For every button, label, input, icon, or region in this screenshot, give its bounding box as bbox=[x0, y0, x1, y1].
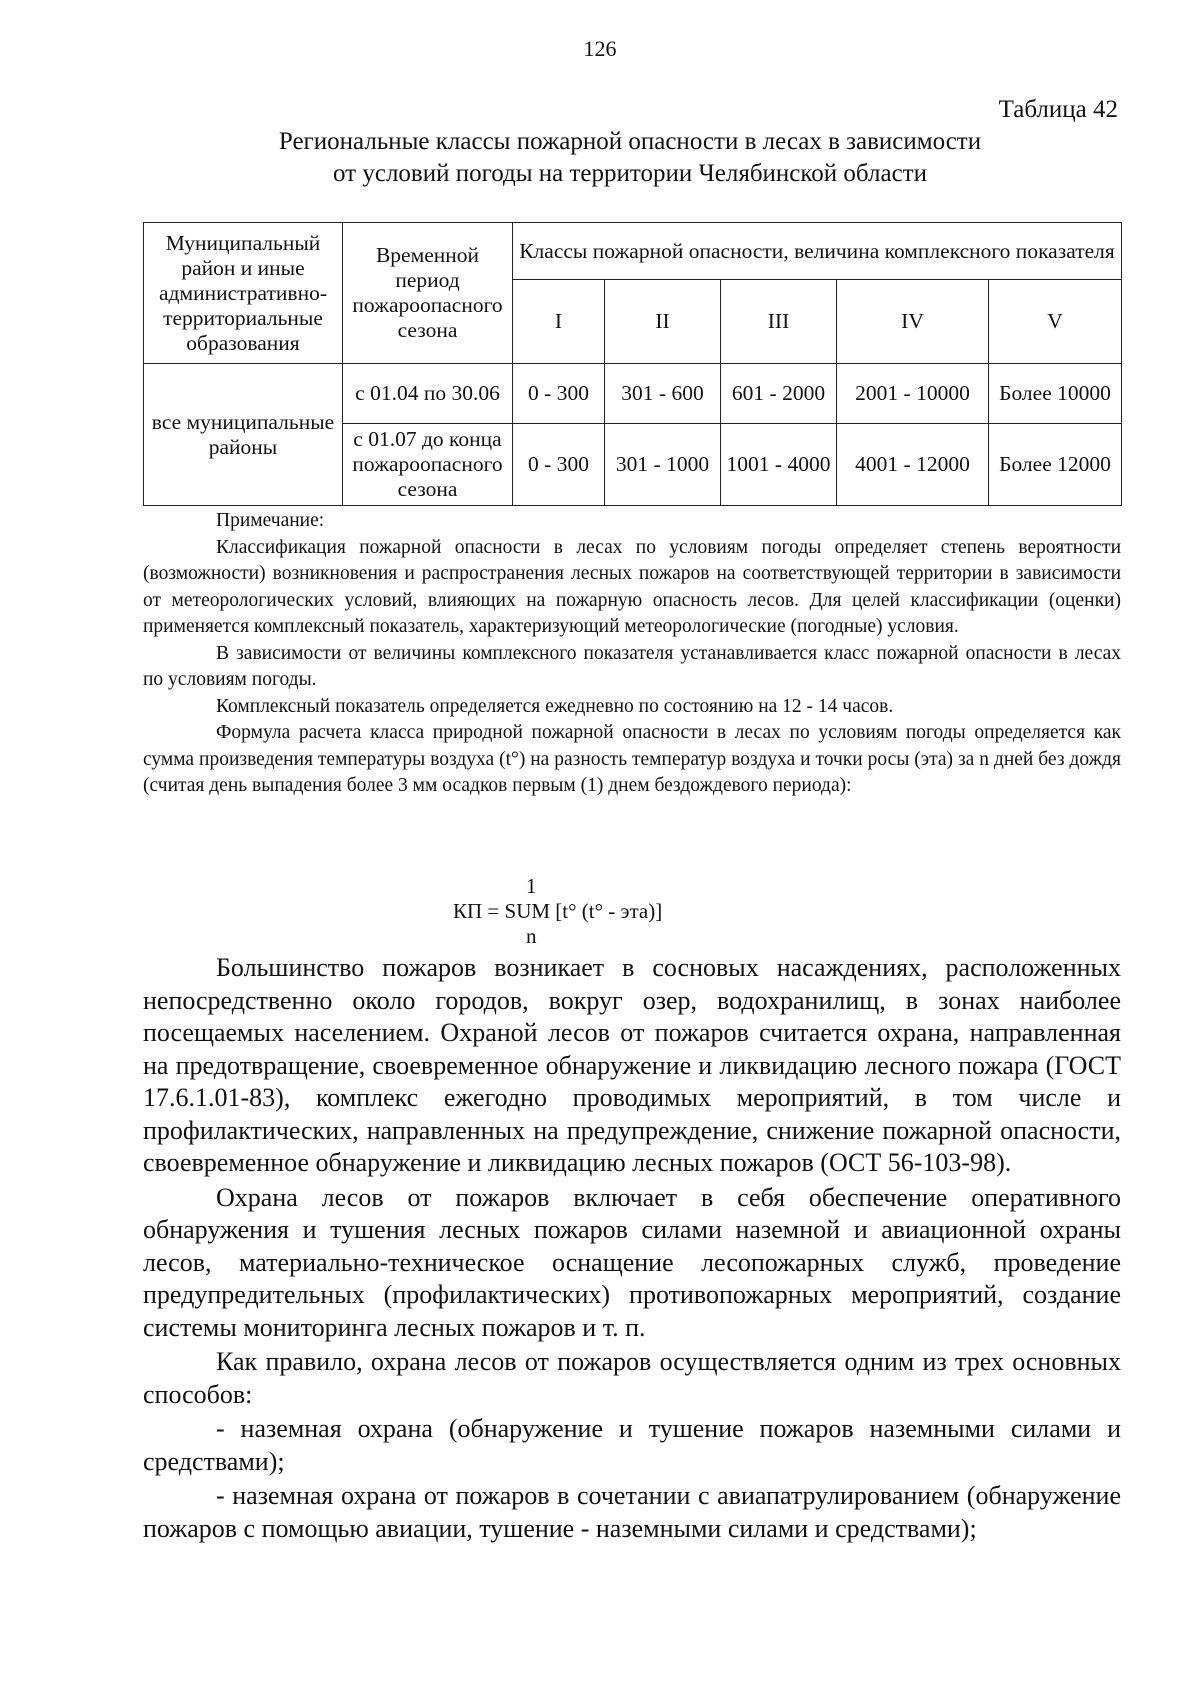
formula bbox=[453, 874, 703, 949]
body-paragraph: Как правило, охрана лесов от пожаров осуществляется одним из трех основных способов: bbox=[143, 1347, 1121, 1409]
table-id: Таблица 42 bbox=[998, 96, 1118, 123]
note-label: Примечание: bbox=[216, 510, 325, 531]
table-header-row bbox=[144, 223, 1122, 280]
header-period: Временной период пожароопасного сезона bbox=[343, 223, 513, 364]
period-cell: с 01.07 до конца пожароопасного сезона bbox=[343, 424, 513, 506]
title-line-1: Региональные классы пожарной опасности в лесах в зависимости bbox=[278, 128, 982, 155]
note-paragraph: В зависимости от величины комплексного показателя устанавливается класс пожарной опасности в лесах по условиям погоды. bbox=[143, 642, 1121, 690]
class-header: III bbox=[721, 280, 837, 364]
value-cell: Более 10000 bbox=[989, 364, 1122, 424]
class-header: IV bbox=[837, 280, 989, 364]
note-section bbox=[143, 508, 1121, 800]
note-paragraph: Классификация пожарной опасности в лесах по условиям погоды определяет степень вероятности (возможности) возникновения и распространения лесных пожаров на соответствующей территории в зависимости от метеорологических условий, влияющих на пожарную опасность лесов. Для целей классификации (оценки) применяется комплексный показатель, характеризующий метеорологические (погодные) условия. bbox=[143, 536, 1121, 637]
header-municipality: Муниципальный район и иные административно-территориальные образования bbox=[144, 223, 343, 364]
value-cell: 2001 - 10000 bbox=[837, 364, 989, 424]
region-cell: все муниципальные районы bbox=[144, 364, 343, 506]
note-paragraph: Формула расчета класса природной пожарной опасности в лесах по условиям погоды определяется как сумма произведения температуры воздуха (t°) на разность температур воздуха и точки росы (эта) за n дней без дождя (считая день выпадения более 3 мм осадков первым (1) днем бездождевого периода): bbox=[143, 722, 1121, 796]
formula-lower: n bbox=[526, 924, 537, 948]
body-paragraph: Охрана лесов от пожаров включает в себя обеспечение оперативного обнаружения и тушения лесных пожаров силами наземной и авиационной охраны лесов, материально-техническое оснащение лесопожарных служб, проведение предупредительных (профилактических) противопожарных мероприятий, создание системы мониторинга лесных пожаров и т. п. bbox=[143, 1182, 1121, 1342]
note-paragraph: Комплексный показатель определяется ежедневно по состоянию на 12 - 14 часов. bbox=[216, 695, 894, 717]
table-title bbox=[0, 126, 1200, 190]
title-line-2: от условий погоды на территории Челябинской области bbox=[333, 160, 927, 187]
class-header: I bbox=[513, 280, 605, 364]
table-row bbox=[144, 364, 1122, 424]
class-header: II bbox=[605, 280, 721, 364]
value-cell: 4001 - 12000 bbox=[837, 424, 989, 506]
body-list-item: - наземная охрана (обнаружение и тушение пожаров наземными силами и средствами); bbox=[143, 1414, 1121, 1476]
value-cell: 0 - 300 bbox=[513, 364, 605, 424]
header-classes-group: Классы пожарной опасности, величина комплексного показателя bbox=[513, 223, 1122, 280]
body-paragraph: Большинство пожаров возникает в сосновых насаждениях, расположенных непосредственно около городов, вокруг озер, водохранилищ, в зонах наиболее посещаемых населением. Охраной лесов от пожаров считается охрана, направленная на предотвращение, своевременное обнаружение и ликвидацию лесного пожара (ГОСТ 17.6.1.01-83), комплекс ежегодно проводимых мероприятий, в том числе и профилактических, направленных на предупреждение, снижение пожарной опасности, своевременное обнаружение и ликвидацию лесных пожаров (ОСТ 56-103-98). bbox=[143, 953, 1121, 1177]
formula-main: КП = SUM [t° (t° - эта)] bbox=[453, 899, 663, 923]
value-cell: 601 - 2000 bbox=[721, 364, 837, 424]
page-number: 126 bbox=[583, 36, 617, 61]
value-cell: 0 - 300 bbox=[513, 424, 605, 506]
body-text bbox=[143, 952, 1121, 1547]
class-header: V bbox=[989, 280, 1122, 364]
fire-danger-table bbox=[143, 222, 1122, 506]
value-cell: 301 - 1000 bbox=[605, 424, 721, 506]
value-cell: 1001 - 4000 bbox=[721, 424, 837, 506]
body-list-item: - наземная охрана от пожаров в сочетании с авиапатрулированием (обнаружение пожаров с помощью авиации, тушение - наземными силами и средствами); bbox=[143, 1481, 1121, 1543]
formula-upper: 1 bbox=[526, 874, 537, 898]
value-cell: 301 - 600 bbox=[605, 364, 721, 424]
value-cell: Более 12000 bbox=[989, 424, 1122, 506]
period-cell: с 01.04 по 30.06 bbox=[343, 364, 513, 424]
